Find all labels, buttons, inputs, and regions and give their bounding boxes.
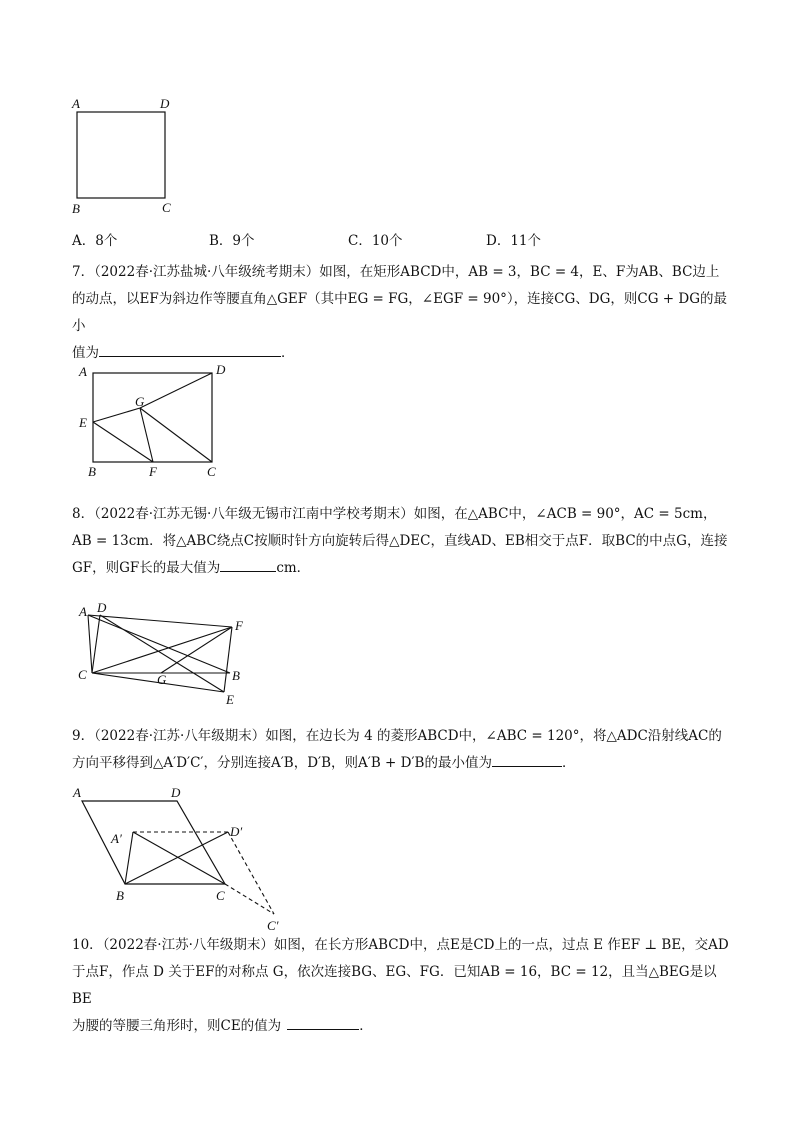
- q7-line-2: 的动点，以EF为斜边作等腰直角△GEF（其中EG = FG，∠EGF = 90°），连接CG、DG，则CG + DG的最小: [72, 291, 728, 334]
- segment-cf: [92, 627, 232, 673]
- q8-prefix: GF，则GF长的最大值为: [72, 560, 221, 576]
- line-ebf: [224, 627, 232, 692]
- segment-dc: [92, 615, 100, 673]
- label-g: G: [135, 394, 145, 409]
- label-g: G: [157, 672, 167, 687]
- label-d: D: [97, 600, 107, 615]
- q8-source: （2022春·江苏无锡·八年级无锡市江南中学校考期末）: [94, 506, 414, 522]
- label-c: C: [216, 888, 225, 903]
- q10-suffix: ．: [359, 1018, 373, 1034]
- segment-d1c1-dashed: [228, 832, 274, 914]
- label-c: C: [162, 200, 171, 215]
- q9-suffix: ．: [561, 755, 576, 771]
- q10-line-1: [72, 932, 732, 959]
- label-a: A: [79, 604, 87, 619]
- label-d: D: [160, 96, 170, 111]
- q9-answer-blank[interactable]: [492, 752, 562, 767]
- label-a: A: [72, 96, 80, 111]
- q7-source: （2022春·江苏盐城·八年级统考期末）: [94, 264, 320, 280]
- q9-text-1: 如图，在边长为 4 的菱形ABCD中，∠ABC = 120°，将△ADC沿射线AC的: [265, 728, 722, 744]
- q8-line-2: AB = 13cm．将△ABC绕点C按顺时针方向旋转后得△DEC，直线AD、EB相交于点F．取BC的中点G，连接: [72, 533, 728, 549]
- label-d: D: [216, 362, 226, 377]
- choice-b[interactable]: B．9个: [209, 233, 255, 249]
- q7-answer-blank[interactable]: [99, 342, 281, 357]
- label-d: D: [171, 785, 181, 800]
- label-b: B: [72, 201, 80, 216]
- segment-gf: [161, 627, 232, 673]
- q9-rhombus-figure: [68, 780, 298, 935]
- q8-rotation-figure: [72, 600, 257, 710]
- label-b: B: [232, 668, 240, 683]
- q6-choices: [72, 229, 712, 249]
- q10-line-3: [72, 1013, 732, 1040]
- q7-rectangle-figure: [72, 360, 242, 480]
- q8-line-1: [72, 501, 732, 528]
- label-a: A: [73, 785, 81, 800]
- q6-square-figure: [64, 92, 184, 217]
- label-c: C: [207, 464, 216, 479]
- label-f: F: [235, 618, 243, 633]
- label-c: C: [78, 667, 87, 682]
- q10-number: 10．: [72, 937, 103, 953]
- segment-ef: [93, 422, 153, 462]
- q10-source: （2022春·江苏·八年级期末）: [102, 937, 274, 953]
- question-10: [72, 932, 732, 1040]
- label-f: F: [149, 464, 157, 479]
- segment-a1b: [125, 832, 133, 884]
- q9-line-1: [72, 723, 732, 750]
- label-b: B: [116, 888, 124, 903]
- q9-prefix: 方向平移得到△A′D′C′，分别连接A′B，D′B，则A′B + D′B的最小值为: [72, 755, 492, 771]
- q8-text-1: 如图，在△ABC中，∠ACB = 90°，AC = 5cm，: [413, 506, 717, 522]
- label-d-prime: D′: [230, 824, 243, 839]
- choice-a[interactable]: A．8个: [72, 233, 118, 249]
- segment-eg: [93, 408, 140, 422]
- question-8: [72, 501, 732, 582]
- segment-a1c: [133, 832, 225, 884]
- segment-gd: [140, 373, 212, 408]
- q9-line-2: [72, 750, 732, 777]
- q8-line-3: [72, 555, 732, 582]
- q10-text-1: 如图，在长方形ABCD中，点E是CD上的一点，过点 E 作EF ⊥ BE，交AD: [273, 937, 729, 953]
- q9-number: 9．: [72, 728, 95, 744]
- question-9: [72, 723, 732, 777]
- label-e: E: [79, 415, 87, 430]
- q7-line-1: [72, 259, 732, 286]
- label-c-prime: C′: [267, 918, 279, 933]
- label-a: A: [79, 364, 87, 379]
- q10-prefix: 为腰的等腰三角形时，则CE的值为: [72, 1018, 282, 1034]
- question-7: [72, 259, 732, 367]
- q10-line-2: 于点F，作点 D 关于EF的对称点 G，依次连接BG、EG、FG．已知AB = 16，BC = 12，且当△BEG是以BE: [72, 964, 717, 1007]
- choice-d[interactable]: D．11个: [486, 233, 542, 249]
- q7-suffix: ．: [281, 345, 295, 361]
- label-e: E: [226, 692, 234, 707]
- q10-answer-blank[interactable]: [287, 1015, 359, 1030]
- q7-number: 7．: [72, 264, 95, 280]
- q7-text-1: 如图，在矩形ABCD中，AB = 3，BC = 4，E、F为AB、BC边上: [319, 264, 720, 280]
- q8-suffix: cm．: [276, 560, 311, 576]
- segment-cc1-dashed: [225, 884, 274, 914]
- q9-source: （2022春·江苏·八年级期末）: [94, 728, 266, 744]
- q7-prefix: 值为: [72, 345, 99, 361]
- segment-bd1: [125, 832, 228, 884]
- label-a-prime: A′: [111, 831, 122, 846]
- segment-ac: [88, 615, 92, 673]
- choice-c[interactable]: C．10个: [348, 233, 403, 249]
- segment-ab: [88, 615, 230, 673]
- label-b: B: [88, 464, 96, 479]
- square-abcd: [77, 112, 165, 198]
- q8-number: 8．: [72, 506, 95, 522]
- q8-answer-blank[interactable]: [220, 557, 276, 572]
